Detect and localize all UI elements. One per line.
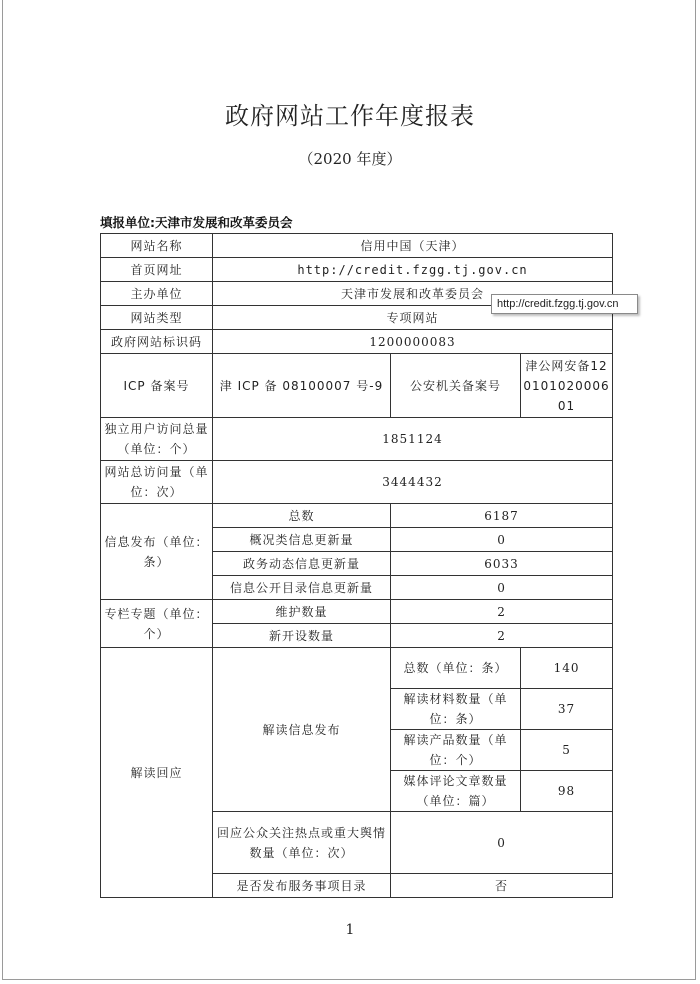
info-total-value: 6187 bbox=[391, 504, 613, 528]
interpretation-release-label: 解读信息发布 bbox=[213, 648, 391, 812]
row-total-visits bbox=[101, 461, 613, 504]
gov-id-value: 1200000083 bbox=[213, 330, 613, 354]
row-interp-total bbox=[101, 648, 613, 689]
site-type-value: 专项网站 bbox=[213, 306, 613, 330]
police-label: 公安机关备案号 bbox=[391, 354, 521, 418]
media-articles-value: 98 bbox=[521, 771, 613, 812]
total-visits-label: 网站总访问量（单位：次） bbox=[101, 461, 213, 504]
info-total-label: 总数 bbox=[213, 504, 391, 528]
filing-unit: 填报单位:天津市发展和改革委员会 bbox=[100, 215, 293, 230]
police-value: 津公网安备12010102000601 bbox=[521, 354, 613, 418]
new-opened-label: 新开设数量 bbox=[213, 624, 391, 648]
page-title: 政府网站工作年度报表 bbox=[225, 102, 475, 130]
hotspot-response-label: 回应公众关注热点或重大舆情数量（单位：次） bbox=[213, 812, 391, 874]
row-maintained bbox=[101, 600, 613, 624]
maintained-label: 维护数量 bbox=[213, 600, 391, 624]
row-unique-visitors bbox=[101, 418, 613, 461]
gov-affairs-update-label: 政务动态信息更新量 bbox=[213, 552, 391, 576]
service-catalog-value: 否 bbox=[391, 874, 613, 898]
homepage-label: 首页网址 bbox=[101, 258, 213, 282]
unique-visitors-label: 独立用户访问总量（单位：个） bbox=[101, 418, 213, 461]
interp-products-label: 解读产品数量（单位：个） bbox=[391, 730, 521, 771]
sponsor-value: 天津市发展和改革委员会 bbox=[213, 282, 613, 306]
media-articles-label: 媒体评论文章数量（单位：篇） bbox=[391, 771, 521, 812]
overview-update-value: 0 bbox=[391, 528, 613, 552]
site-name-label: 网站名称 bbox=[101, 234, 213, 258]
link-tooltip: http://credit.fzgg.tj.gov.cn bbox=[491, 294, 638, 314]
icp-value: 津 ICP 备 08100007 号-9 bbox=[213, 354, 391, 418]
row-icp bbox=[101, 354, 613, 418]
site-name-value: 信用中国（天津） bbox=[213, 234, 613, 258]
service-catalog-label: 是否发布服务事项目录 bbox=[213, 874, 391, 898]
annual-report-table bbox=[100, 233, 613, 898]
row-gov-id bbox=[101, 330, 613, 354]
interp-materials-value: 37 bbox=[521, 689, 613, 730]
info-release-label: 信息发布（单位：条） bbox=[101, 504, 213, 600]
interp-total-label: 总数（单位：条） bbox=[391, 648, 521, 689]
interpretation-response-label: 解读回应 bbox=[101, 648, 213, 898]
report-year: （2020 年度） bbox=[298, 150, 402, 168]
interp-materials-label: 解读材料数量（单位：条） bbox=[391, 689, 521, 730]
homepage-link[interactable]: http://credit.fzgg.tj.gov.cn bbox=[213, 258, 613, 282]
row-site-name bbox=[101, 234, 613, 258]
disclosure-update-value: 0 bbox=[391, 576, 613, 600]
hotspot-response-value: 0 bbox=[391, 812, 613, 874]
maintained-value: 2 bbox=[391, 600, 613, 624]
unique-visitors-value: 1851124 bbox=[213, 418, 613, 461]
new-opened-value: 2 bbox=[391, 624, 613, 648]
row-info-total bbox=[101, 504, 613, 528]
disclosure-update-label: 信息公开目录信息更新量 bbox=[213, 576, 391, 600]
interp-total-value: 140 bbox=[521, 648, 613, 689]
page-number: 1 bbox=[345, 922, 355, 938]
site-type-label: 网站类型 bbox=[101, 306, 213, 330]
overview-update-label: 概况类信息更新量 bbox=[213, 528, 391, 552]
sponsor-label: 主办单位 bbox=[101, 282, 213, 306]
special-topics-label: 专栏专题（单位：个） bbox=[101, 600, 213, 648]
gov-id-label: 政府网站标识码 bbox=[101, 330, 213, 354]
row-homepage bbox=[101, 258, 613, 282]
gov-affairs-update-value: 6033 bbox=[391, 552, 613, 576]
interp-products-value: 5 bbox=[521, 730, 613, 771]
total-visits-value: 3444432 bbox=[213, 461, 613, 504]
icp-label: ICP 备案号 bbox=[101, 354, 213, 418]
